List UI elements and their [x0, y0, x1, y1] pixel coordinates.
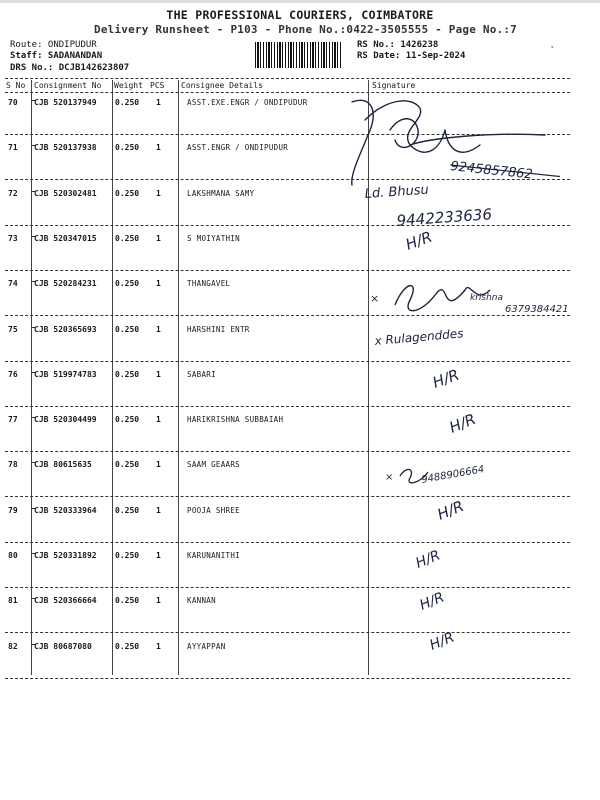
row-corner-mark	[31, 100, 35, 107]
col-separator	[112, 80, 113, 675]
hp-79: H/R	[434, 496, 467, 524]
row-sno: 79	[8, 506, 18, 515]
col-pcs: PCS	[150, 81, 165, 90]
row-consignee: S MOIYATHIN	[187, 234, 240, 243]
row-pcs: 1	[156, 642, 161, 651]
row-pcs: 1	[156, 279, 161, 288]
signature-78-phone: 9488906664	[420, 464, 486, 486]
row-consignee: KARUNANITHI	[187, 551, 240, 560]
row-consignee: KANNAN	[187, 596, 216, 605]
col-sno: S No	[6, 81, 26, 90]
row-sno: 71	[8, 143, 18, 152]
col-consignment: Consignment No	[34, 81, 102, 90]
hp-81: H/R	[417, 589, 447, 614]
row-pcs: 1	[156, 98, 161, 107]
row-consignee: HARSHINI ENTR	[187, 325, 250, 334]
signature-74-word: krishna	[470, 293, 504, 303]
row-weight: 0.250	[115, 98, 140, 107]
col-weight: Weight	[114, 81, 143, 90]
row-sno: 77	[8, 415, 18, 424]
document-title: THE PROFESSIONAL COURIERS, COIMBATORE	[166, 8, 434, 22]
row-pcs: 1	[156, 460, 161, 469]
hp-mark-82	[428, 630, 457, 654]
row-consignment-no: CJB 80615635	[34, 460, 92, 469]
row-pcs: 1	[156, 234, 161, 243]
row-consignee: SABARI	[187, 370, 216, 379]
signature-74	[370, 286, 569, 315]
row-consignee: POOJA SHREE	[187, 506, 240, 515]
row-weight: 0.250	[115, 415, 140, 424]
row-sno: 74	[8, 279, 18, 288]
row-corner-mark	[31, 145, 35, 152]
hp-82: H/R	[427, 629, 457, 654]
row-corner-mark	[31, 508, 35, 515]
signature-78	[385, 464, 485, 486]
hp-mark-81	[418, 590, 447, 614]
row-consignee: HARIKRISHNA SUBBAIAH	[187, 415, 284, 424]
signature-71-phone	[450, 159, 561, 185]
signature-72-name: Ld. Bhusu	[364, 182, 430, 202]
hp-mark-76	[430, 366, 461, 392]
signature-71-phone-text: 9245857862	[449, 159, 534, 183]
col-signature: Signature	[372, 81, 416, 90]
row-pcs: 1	[156, 325, 161, 334]
row-weight: 0.250	[115, 189, 140, 198]
barcode	[255, 42, 343, 68]
row-consignee: LAKSHMANA SAMY	[187, 189, 255, 198]
row-sno: 81	[8, 596, 18, 605]
signature-74-phone: 6379384421	[505, 304, 569, 315]
hp-mark-77	[447, 410, 479, 437]
header-rule	[5, 78, 570, 79]
row-pcs: 1	[156, 189, 161, 198]
row-corner-mark	[31, 598, 35, 605]
row-sno: 78	[8, 460, 18, 469]
row-consignment-no: CJB 520333964	[34, 506, 97, 515]
row-corner-mark	[31, 462, 35, 469]
scan-speck: ·	[548, 40, 557, 56]
hp-76: H/R	[430, 365, 462, 392]
row-pcs: 1	[156, 143, 161, 152]
row-pcs: 1	[156, 415, 161, 424]
hp-77: H/R	[446, 409, 479, 437]
row-corner-mark	[31, 553, 35, 560]
signature-75	[373, 326, 464, 348]
row-weight: 0.250	[115, 143, 140, 152]
row-weight: 0.250	[115, 460, 140, 469]
row-consignment-no: CJB 520137949	[34, 98, 97, 107]
row-pcs: 1	[156, 506, 161, 515]
row-consignee: THANGAVEL	[187, 279, 231, 288]
row-pcs: 1	[156, 370, 161, 379]
row-pcs: 1	[156, 551, 161, 560]
route-label: Route: ONDIPUDUR	[10, 40, 97, 50]
col-consignee: Consignee Details	[181, 81, 263, 90]
row-weight: 0.250	[115, 596, 140, 605]
signature-70-loop	[390, 119, 418, 148]
row-pcs: 1	[156, 596, 161, 605]
row-consignment-no: CJB 520284231	[34, 279, 97, 288]
row-corner-mark	[31, 644, 35, 651]
row-sno: 72	[8, 189, 18, 198]
rs-date-label: RS Date: 11-Sep-2024	[357, 51, 466, 61]
hp-mark-79	[435, 497, 467, 524]
row-consignment-no: CJB 520304499	[34, 415, 97, 424]
row-weight: 0.250	[115, 551, 140, 560]
col-separator	[178, 80, 179, 675]
row-corner-mark	[31, 417, 35, 424]
row-corner-mark	[31, 281, 35, 288]
row-consignee: ASST.EXE.ENGR / ONDIPUDUR	[187, 98, 308, 107]
row-sno: 70	[8, 98, 18, 107]
row-consignment-no: CJB 520347015	[34, 234, 97, 243]
row-consignment-no: CJB 520366664	[34, 596, 97, 605]
row-sno: 75	[8, 325, 18, 334]
hp-mark-73	[403, 228, 434, 254]
hp-73: H/R	[403, 227, 435, 254]
row-sno: 76	[8, 370, 18, 379]
row-weight: 0.250	[115, 370, 140, 379]
row-corner-mark	[31, 191, 35, 198]
runsheet-subtitle: Delivery Runsheet - P103 - Phone No.:0422-3505555 - Page No.:7	[94, 23, 517, 36]
row-weight: 0.250	[115, 506, 140, 515]
hp-mark-80	[414, 548, 443, 572]
row-weight: 0.250	[115, 642, 140, 651]
scan-edge	[0, 0, 600, 3]
row-weight: 0.250	[115, 234, 140, 243]
signature-area	[340, 90, 600, 680]
row-sno: 73	[8, 234, 18, 243]
row-consignment-no: CJB 80687080	[34, 642, 92, 651]
signature-75-text: x Rulagenddes	[374, 326, 464, 348]
row-consignment-no: CJB 520365693	[34, 325, 97, 334]
cross-78: ×	[385, 472, 394, 483]
drs-label: DRS No.: DCJB142623807	[10, 63, 130, 73]
row-corner-mark	[31, 327, 35, 334]
row-consignee: ASST.ENGR / ONDIPUDUR	[187, 143, 289, 152]
staff-label: Staff: SADANANDAN	[10, 51, 103, 61]
row-corner-mark	[31, 236, 35, 243]
signature-72	[364, 178, 492, 232]
row-consignment-no: CJB 520137938	[34, 143, 97, 152]
row-weight: 0.250	[115, 325, 140, 334]
row-consignment-no: CJB 520302481	[34, 189, 97, 198]
row-corner-mark	[31, 372, 35, 379]
row-consignee: AYYAPPAN	[187, 642, 226, 651]
row-consignee: SAAM GEAARS	[187, 460, 240, 469]
signature-72-phone: 9442233636	[396, 205, 493, 230]
row-consignment-no: CJB 519974783	[34, 370, 97, 379]
row-sno: 80	[8, 551, 18, 560]
row-sno: 82	[8, 642, 18, 651]
hp-80: H/R	[413, 547, 443, 572]
row-consignment-no: CJB 520331892	[34, 551, 97, 560]
row-weight: 0.250	[115, 279, 140, 288]
rs-no-label: RS No.: 1426238	[357, 40, 439, 50]
cross-74: ×	[370, 292, 380, 305]
